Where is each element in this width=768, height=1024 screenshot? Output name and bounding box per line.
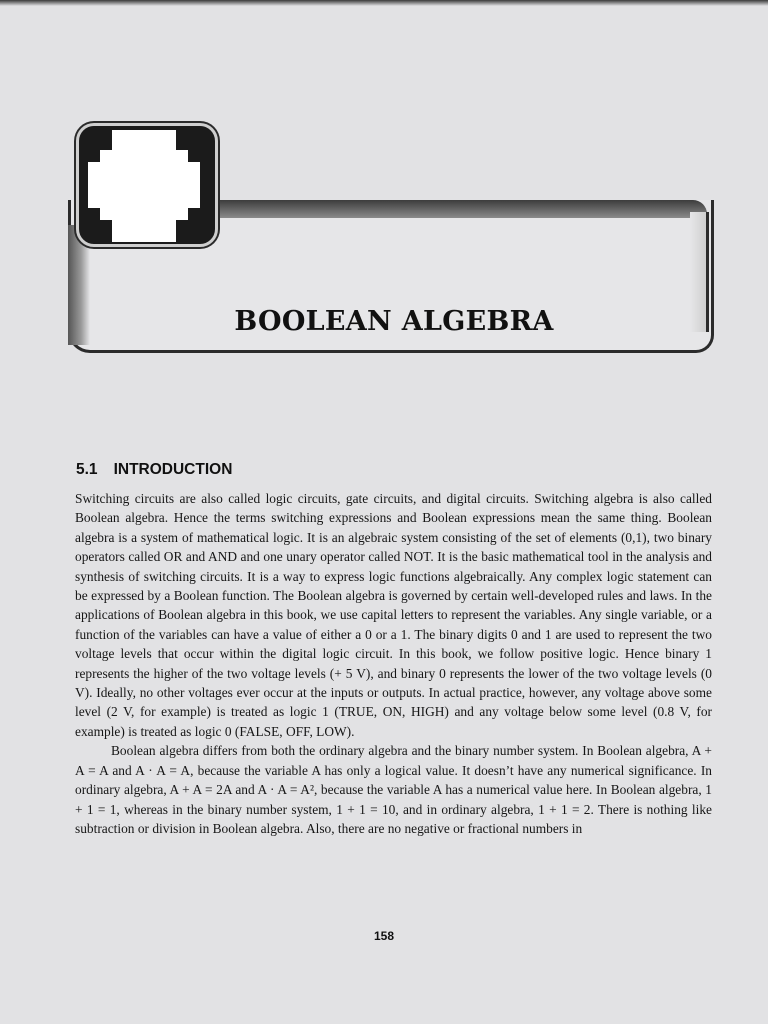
chapter-banner-bar bbox=[215, 200, 707, 218]
body-text bbox=[75, 489, 712, 838]
paragraph: Boolean algebra differs from both the ordinary algebra and the binary number system. In Boolean algebra, A + A = A and A · A = A, because the variable A has only a logical value. It doesn’t have any numerical significance. In ordinary algebra, A + A = 2A and A · A = A², because the variable A has a numerical value here. In Boolean algebra, 1 + 1 = 1, whereas in the binary number system, 1 + 1 = 10, and in ordinary algebra, 1 + 1 = 2. There is nothing like subtraction or division in Boolean algebra. Also, there are no negative or fractional numbers in bbox=[75, 743, 712, 836]
section-number: 5.1 bbox=[76, 461, 98, 478]
section-heading bbox=[76, 461, 232, 479]
section-title: INTRODUCTION bbox=[113, 461, 233, 478]
chapter-title: BOOLEAN ALGEBRA bbox=[234, 306, 554, 337]
scan-edge bbox=[0, 0, 768, 6]
chapter-emblem-cross-horizontal bbox=[88, 162, 200, 208]
paragraph: Switching circuits are also called logic circuits, gate circuits, and digital circuits. Switching algebra is also called Boolean algebra. Hence the terms switching expressions and Boolean expressions mean the same thing. Boolean algebra is a system of mathematical logic. It is an algebraic system consisting of the set of elements (0,1), two binary operators called OR and AND and one unary operator called NOT. It is the basic mathematical tool in the analysis and synthesis of switching circuits. It is a way to express logic functions algebraically. Any complex logic statement can be expressed by a Boolean function. The Boolean algebra is governed by certain well-developed rules and laws. In the applications of Boolean algebra in this book, we use capital letters to represent the variables. Any single variable, or a function of the variables can have a value of either a 0 or a 1. The binary digits 0 and 1 are used to represent the two voltage levels that occur within the digital logic circuit. In this book, we follow positive logic. Hence binary 1 represents the higher of the two voltage levels (+ 5 V), and binary 0 represents the lower of the two voltage levels (0 V). Ideally, no other voltages ever occur at the inputs or outputs. In actual practice, however, any voltage above some level (2 V, for example) is treated as logic 1 (TRUE, ON, HIGH) and any voltage below some level (0.8 V, for example) is treated as logic 0 (FALSE, OFF, LOW). bbox=[75, 491, 712, 739]
page-number: 158 bbox=[373, 929, 395, 943]
